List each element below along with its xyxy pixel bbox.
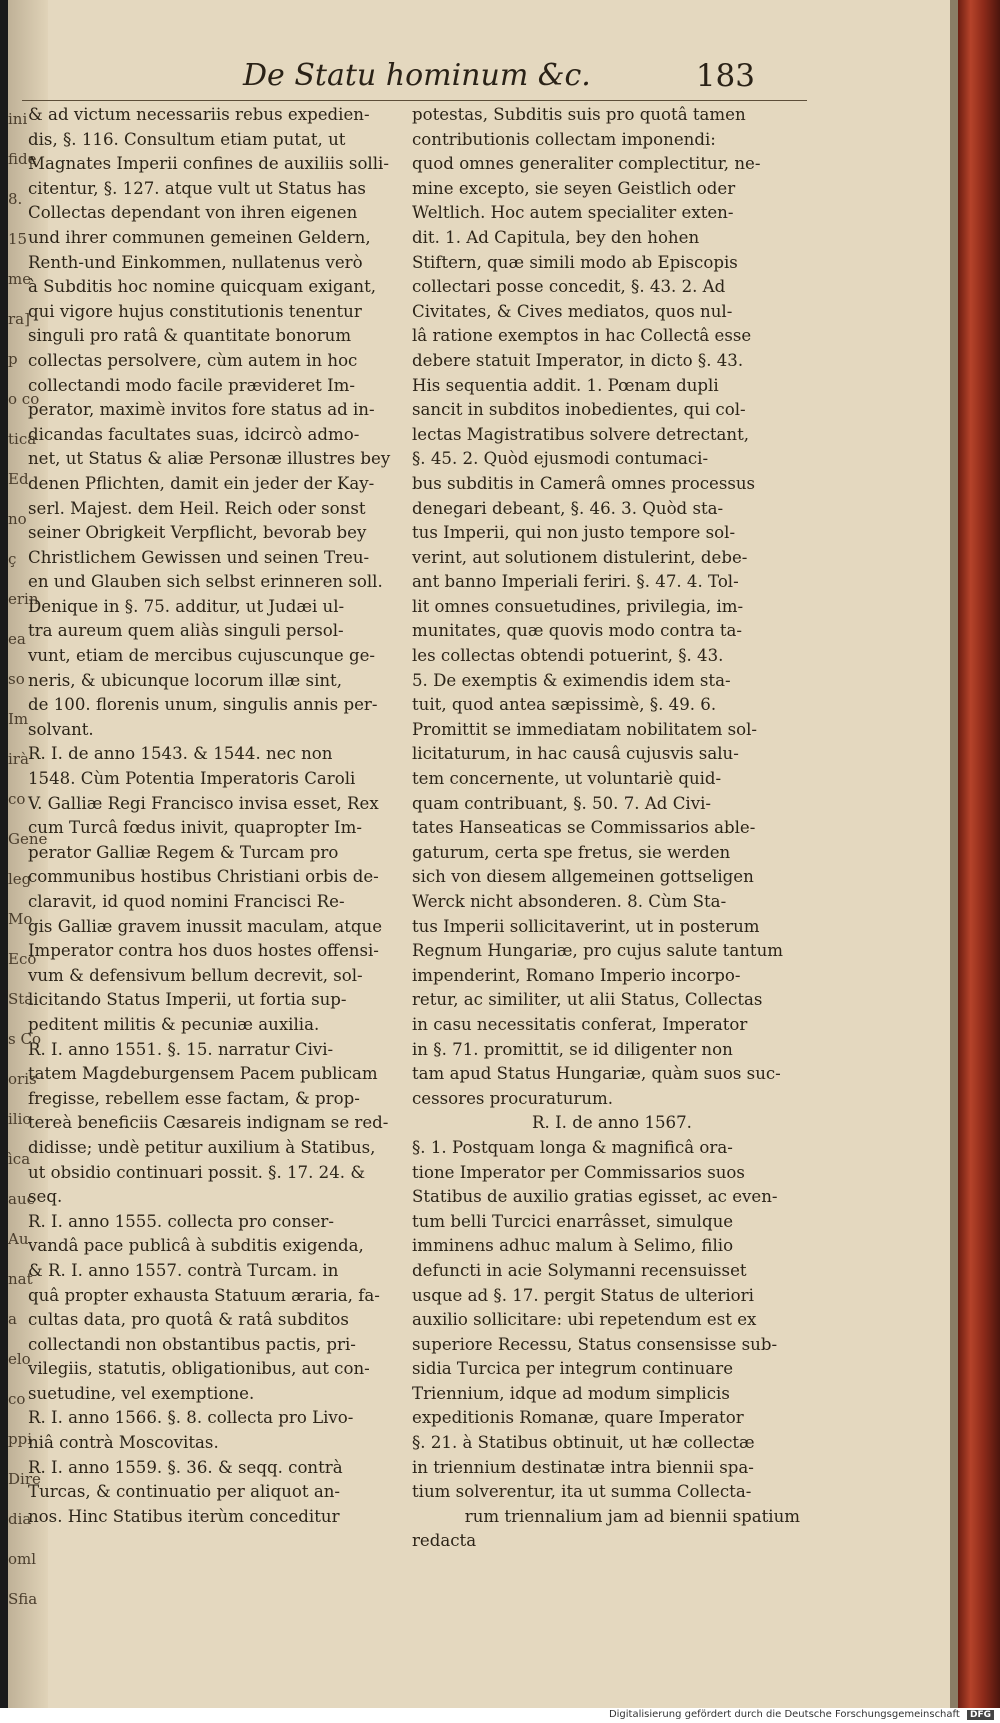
left-column-line: communibus hostibus Christiani orbis de- bbox=[28, 867, 379, 887]
right-column-line: R. I. de anno 1567. bbox=[532, 1113, 692, 1133]
left-column-line: R. I. anno 1555. collecta pro conser- bbox=[28, 1211, 334, 1231]
right-column-line: expeditionis Romanæ, quare Imperator bbox=[412, 1408, 744, 1428]
right-column-line: lectas Magistratibus solvere detrectant, bbox=[412, 424, 750, 444]
left-column-line: serl. Majest. dem Heil. Reich oder sonst bbox=[28, 498, 366, 518]
edge-fragment: ra] bbox=[8, 310, 30, 328]
left-column-line: Turcas, & continuatio per aliquot an- bbox=[28, 1482, 341, 1502]
left-column-line: R. I. anno 1551. §. 15. narratur Civi- bbox=[28, 1039, 334, 1059]
right-column-line: contributionis collectam imponendi: bbox=[412, 129, 716, 149]
edge-fragment: o co bbox=[8, 390, 40, 408]
right-column-line: redacta bbox=[412, 1531, 477, 1551]
edge-fragment: tica bbox=[8, 430, 37, 448]
left-column-line: vandâ pace publicâ à subditis exigenda, bbox=[28, 1236, 364, 1256]
right-column-line: tus Imperii, qui non justo tempore sol- bbox=[412, 523, 736, 543]
right-column-line: potestas, Subditis suis pro quotâ tamen bbox=[412, 105, 746, 124]
edge-fragment: Mo bbox=[8, 910, 33, 928]
left-column-line: solvant. bbox=[28, 719, 94, 739]
right-column-line: quam contribuant, §. 50. 7. Ad Civi- bbox=[412, 793, 711, 813]
right-column-line: lit omnes consuetudines, privilegia, im- bbox=[412, 596, 744, 616]
edge-fragment: 8. bbox=[8, 190, 23, 208]
left-column-line: net, ut Status & aliæ Personæ illustres bey bbox=[28, 449, 391, 469]
page-gutter bbox=[950, 0, 958, 1708]
right-column-line: dit. 1. Ad Capitula, bey den hohen bbox=[412, 227, 700, 247]
edge-fragment: ppi bbox=[8, 1430, 33, 1448]
left-column-line: tereà beneficiis Cæsareis indignam se red- bbox=[28, 1113, 389, 1133]
left-column-line: à Subditis hoc nomine quicquam exigant, bbox=[28, 277, 377, 297]
left-column-line: claravit, id quod nomini Francisci Re- bbox=[28, 892, 345, 911]
edge-fragment: co bbox=[8, 790, 26, 808]
edge-fragment: auc bbox=[8, 1190, 36, 1208]
right-column-line: cessores procuraturum. bbox=[412, 1088, 614, 1108]
edge-fragment: a bbox=[8, 1310, 17, 1328]
left-column-line: licitando Status Imperii, ut fortia sup- bbox=[28, 990, 347, 1010]
right-column-line: imminens adhuc malum à Selimo, filio bbox=[412, 1236, 734, 1256]
right-column-line: impenderint, Romano Imperio incorpo- bbox=[412, 965, 741, 985]
left-column-line: R. I. de anno 1543. & 1544. nec non bbox=[28, 744, 333, 764]
edge-fragment: Eco bbox=[8, 950, 37, 968]
left-column-line: Collectas dependant von ihren eigenen bbox=[28, 203, 358, 223]
right-column-line: gaturum, certa spe fretus, sie werden bbox=[412, 842, 731, 862]
right-column-line: denegari debeant, §. 46. 3. Quòd sta- bbox=[412, 498, 724, 518]
left-column-line: & R. I. anno 1557. contrà Turcam. in bbox=[28, 1260, 339, 1280]
left-column-line: vilegiis, statutis, obligationibus, aut con- bbox=[28, 1359, 370, 1379]
page-number: 183 bbox=[695, 58, 755, 94]
right-column-line: rum triennalium jam ad biennii spatium bbox=[464, 1506, 800, 1526]
left-column-line: collectandi modo facile prævideret Im- bbox=[28, 375, 355, 395]
right-column-line: Werck nicht absonderen. 8. Cùm Sta- bbox=[412, 892, 727, 911]
right-column-line: tam apud Status Hungariæ, quàm suos suc- bbox=[412, 1064, 781, 1084]
left-column-line: niâ contrà Moscovitas. bbox=[28, 1433, 219, 1453]
edge-fragment: p bbox=[8, 350, 18, 368]
edge-fragment: s Co bbox=[8, 1030, 41, 1048]
edge-fragment: ini bbox=[8, 110, 28, 128]
edge-fragment: co bbox=[8, 1390, 26, 1408]
right-column-line: debere statuit Imperator, in dicto §. 43. bbox=[412, 350, 744, 370]
edge-fragment: ea bbox=[8, 630, 26, 648]
edge-fragment: Dire bbox=[8, 1470, 41, 1488]
left-column-line: dis, §. 116. Consultum etiam putat, ut bbox=[28, 129, 346, 149]
edge-fragment: Au bbox=[8, 1230, 29, 1248]
book-fore-edge bbox=[958, 0, 1000, 1708]
right-column-line: collectari posse concedit, §. 43. 2. Ad bbox=[412, 277, 726, 297]
right-column-line: Weltlich. Hoc autem specialiter exten- bbox=[412, 203, 734, 223]
header-rule bbox=[22, 100, 807, 101]
edge-fragment: oris bbox=[8, 1070, 37, 1088]
left-column-line: 1548. Cùm Potentia Imperatoris Caroli bbox=[28, 769, 356, 789]
running-title: De Statu hominum &c. bbox=[243, 58, 591, 93]
left-column-line: cum Turcâ fœdus inivit, quapropter Im- bbox=[28, 818, 362, 838]
left-column-line: peditent militis & pecuniæ auxilia. bbox=[28, 1014, 320, 1034]
left-column-line: perator, maximè invitos fore status ad in- bbox=[28, 400, 375, 420]
edge-fragment: erin bbox=[8, 590, 39, 608]
left-column-line: vunt, etiam de mercibus cujuscunque ge- bbox=[28, 646, 376, 666]
edge-fragment: Sfia bbox=[8, 1590, 38, 1608]
left-column-line: Renth-und Einkommen, nullatenus verò bbox=[28, 252, 363, 272]
right-column-line: Stiftern, quæ simili modo ab Episcopis bbox=[412, 252, 738, 272]
right-column-line: Promittit se immediatam nobilitatem sol- bbox=[412, 719, 758, 739]
right-column-line: Triennium, idque ad modum simplicis bbox=[412, 1383, 730, 1403]
right-column-line: tium solverentur, ita ut summa Collecta- bbox=[412, 1482, 752, 1502]
left-column-line: & ad victum necessariis rebus expedien- bbox=[28, 105, 370, 124]
left-column-line: gis Galliæ gravem inussit maculam, atque bbox=[28, 916, 383, 936]
right-column-line: sidia Turcica per integrum continuare bbox=[412, 1359, 734, 1379]
left-column-line: qui vigore hujus constitutionis tenentur bbox=[28, 301, 362, 321]
right-column-line: sancit in subditos inobedientes, qui col- bbox=[412, 400, 746, 420]
left-column-line: tra aureum quem aliàs singuli persol- bbox=[28, 621, 344, 641]
left-column-line: seq. bbox=[28, 1187, 63, 1207]
edge-fragment: Sta bbox=[8, 990, 34, 1008]
left-column-line: didisse; undè petitur auxilium à Statibus, bbox=[28, 1137, 376, 1157]
left-column-line: fregisse, rebellem esse factam, & prop- bbox=[28, 1088, 360, 1108]
edge-fragment: Gene bbox=[8, 830, 48, 848]
left-column-line: perator Galliæ Regem & Turcam pro bbox=[28, 842, 339, 862]
right-column-line: tum belli Turcici enarrâsset, simulque bbox=[412, 1211, 734, 1231]
edge-fragment: elo bbox=[8, 1350, 31, 1368]
right-column-line: tuit, quod antea sæpissimè, §. 49. 6. bbox=[412, 695, 717, 715]
right-column-line: Regnum Hungariæ, pro cujus salute tantum bbox=[412, 941, 783, 961]
left-column-line: de 100. florenis unum, singulis annis per- bbox=[28, 695, 378, 715]
right-column-line: les collectas obtendi potuerint, §. 43. bbox=[412, 646, 724, 666]
right-column-line: licitaturum, in hac causâ cujusvis salu- bbox=[412, 744, 739, 764]
right-column-line: Statibus de auxilio gratias egisset, ac even- bbox=[412, 1187, 778, 1207]
edge-fragment: nat bbox=[8, 1270, 33, 1288]
right-column-line: lâ ratione exemptos in hac Collectâ esse bbox=[412, 326, 752, 346]
left-column-line: collectas persolvere, cùm autem in hoc bbox=[28, 350, 358, 370]
right-column-line: bus subditis in Camerâ omnes processus bbox=[412, 473, 756, 493]
left-column-line: Imperator contra hos duos hostes offensi- bbox=[28, 941, 379, 961]
left-column-line: nos. Hinc Statibus iterùm conceditur bbox=[28, 1506, 340, 1526]
left-column-line: denen Pflichten, damit ein jeder der Kay- bbox=[28, 473, 375, 493]
edge-fragment: so bbox=[8, 670, 25, 688]
edge-fragment: no bbox=[8, 510, 27, 528]
left-column-line: Christlichem Gewissen und seinen Treu- bbox=[28, 547, 370, 567]
right-column-line: in triennium destinatæ intra biennii spa- bbox=[412, 1457, 754, 1477]
edge-fragment: irà bbox=[8, 750, 29, 768]
right-column-line: 5. De exemptis & eximendis idem sta- bbox=[412, 670, 731, 690]
right-column-line: auxilio sollicitare: ubi repetendum est ex bbox=[412, 1310, 757, 1330]
right-column-line: tem concernente, ut voluntariè quid- bbox=[412, 769, 722, 789]
right-column-line: §. 1. Postquam longa & magnificâ ora- bbox=[412, 1137, 733, 1157]
left-column-line: neris, & ubicunque locorum illæ sint, bbox=[28, 670, 343, 690]
right-column-line: His sequentia addit. 1. Pœnam dupli bbox=[412, 375, 719, 395]
left-column-line: dicandas facultates suas, idcircò admo- bbox=[28, 424, 360, 444]
right-column-line: usque ad §. 17. pergit Status de ulteriori bbox=[412, 1285, 754, 1305]
right-text-column bbox=[412, 103, 812, 1554]
right-column-line: tates Hanseaticas se Commissarios able- bbox=[412, 818, 756, 838]
edge-fragment: fide bbox=[8, 150, 37, 168]
right-column-line: §. 45. 2. Quòd ejusmodi contumaci- bbox=[412, 449, 709, 469]
left-column-line: citentur, §. 127. atque vult ut Status has bbox=[28, 178, 366, 198]
left-column-line: Denique in §. 75. additur, ut Judæi ul- bbox=[28, 596, 345, 616]
right-column-line: Civitates, & Cives mediatos, quos nul- bbox=[412, 301, 733, 321]
edge-fragment: me bbox=[8, 270, 32, 288]
edge-fragment: ç bbox=[8, 550, 17, 568]
digitization-footer bbox=[0, 1708, 1000, 1723]
right-column-line: in §. 71. promittit, se id diligenter non bbox=[412, 1039, 733, 1059]
left-column-line: seiner Obrigkeit Verpflicht, bevorab bey bbox=[28, 523, 367, 543]
left-column-line: V. Galliæ Regi Francisco invisa esset, Rex bbox=[28, 793, 379, 813]
right-column-line: tione Imperator per Commissarios suos bbox=[412, 1162, 745, 1182]
right-column-line: in casu necessitatis conferat, Imperator bbox=[412, 1014, 748, 1034]
left-column-line: collectandi non obstantibus pactis, pri- bbox=[28, 1334, 356, 1354]
edge-fragment: leg bbox=[8, 870, 32, 888]
right-column-line: mine excepto, sie seyen Geistlich oder bbox=[412, 178, 736, 198]
right-column-line: quod omnes generaliter complectitur, ne- bbox=[412, 154, 761, 174]
dfg-logo: DFG bbox=[967, 1710, 994, 1720]
edge-fragment: ìca bbox=[8, 1150, 31, 1168]
running-header bbox=[225, 58, 755, 94]
right-column-line: sich von diesem allgemeinen gottseligen bbox=[412, 867, 754, 887]
right-column-line: ant banno Imperiali feriri. §. 47. 4. Tol- bbox=[412, 572, 739, 592]
right-column-line: §. 21. à Statibus obtinuit, ut hæ collectæ bbox=[412, 1433, 755, 1453]
right-column-line: superiore Recessu, Status consensisse sub- bbox=[412, 1334, 778, 1354]
left-text-column bbox=[28, 103, 408, 1529]
right-column-line: retur, ac similiter, ut alii Status, Collectas bbox=[412, 990, 763, 1010]
edge-fragment: dia bbox=[8, 1510, 32, 1528]
edge-fragment: Ed bbox=[8, 470, 29, 488]
edge-fragment: 15 bbox=[8, 230, 28, 248]
left-column-line: vum & defensivum bellum decrevit, sol- bbox=[28, 965, 363, 985]
left-column-line: cultas data, pro quotâ & ratâ subditos bbox=[28, 1310, 349, 1330]
left-column-line: quâ propter exhausta Statuum æraria, fa- bbox=[28, 1285, 380, 1305]
right-column-line: defuncti in acie Solymanni recensuisset bbox=[412, 1260, 747, 1280]
footer-credit: Digitalisierung gefördert durch die Deutsche Forschungsgemeinschaft bbox=[608, 1709, 960, 1720]
edge-fragment: oml bbox=[8, 1550, 37, 1568]
left-column-line: en und Glauben sich selbst erinneren soll. bbox=[28, 572, 383, 592]
left-column-line: singuli pro ratâ & quantitate bonorum bbox=[28, 326, 352, 346]
edge-fragment: ilio bbox=[8, 1110, 32, 1128]
footer-credit-line bbox=[609, 1709, 994, 1720]
right-column-line: munitates, quæ quovis modo contra ta- bbox=[412, 621, 743, 641]
right-column-line: tus Imperii sollicitaverint, ut in posterum bbox=[412, 916, 760, 936]
edge-fragment: Im bbox=[8, 710, 29, 728]
left-column-line: ut obsidio continuari possit. §. 17. 24. & bbox=[28, 1162, 366, 1182]
right-column-line: verint, aut solutionem distulerint, debe- bbox=[412, 547, 748, 567]
left-column-line: Magnates Imperii confines de auxiliis solli- bbox=[28, 154, 389, 174]
left-column-line: R. I. anno 1559. §. 36. & seqq. contrà bbox=[28, 1457, 343, 1477]
left-column-line: tatem Magdeburgensem Pacem publicam bbox=[28, 1064, 378, 1084]
left-column-line: und ihrer communen gemeinen Geldern, bbox=[28, 227, 371, 247]
left-column-line: suetudine, vel exemptione. bbox=[28, 1383, 255, 1403]
left-column-line: R. I. anno 1566. §. 8. collecta pro Livo- bbox=[28, 1408, 354, 1428]
